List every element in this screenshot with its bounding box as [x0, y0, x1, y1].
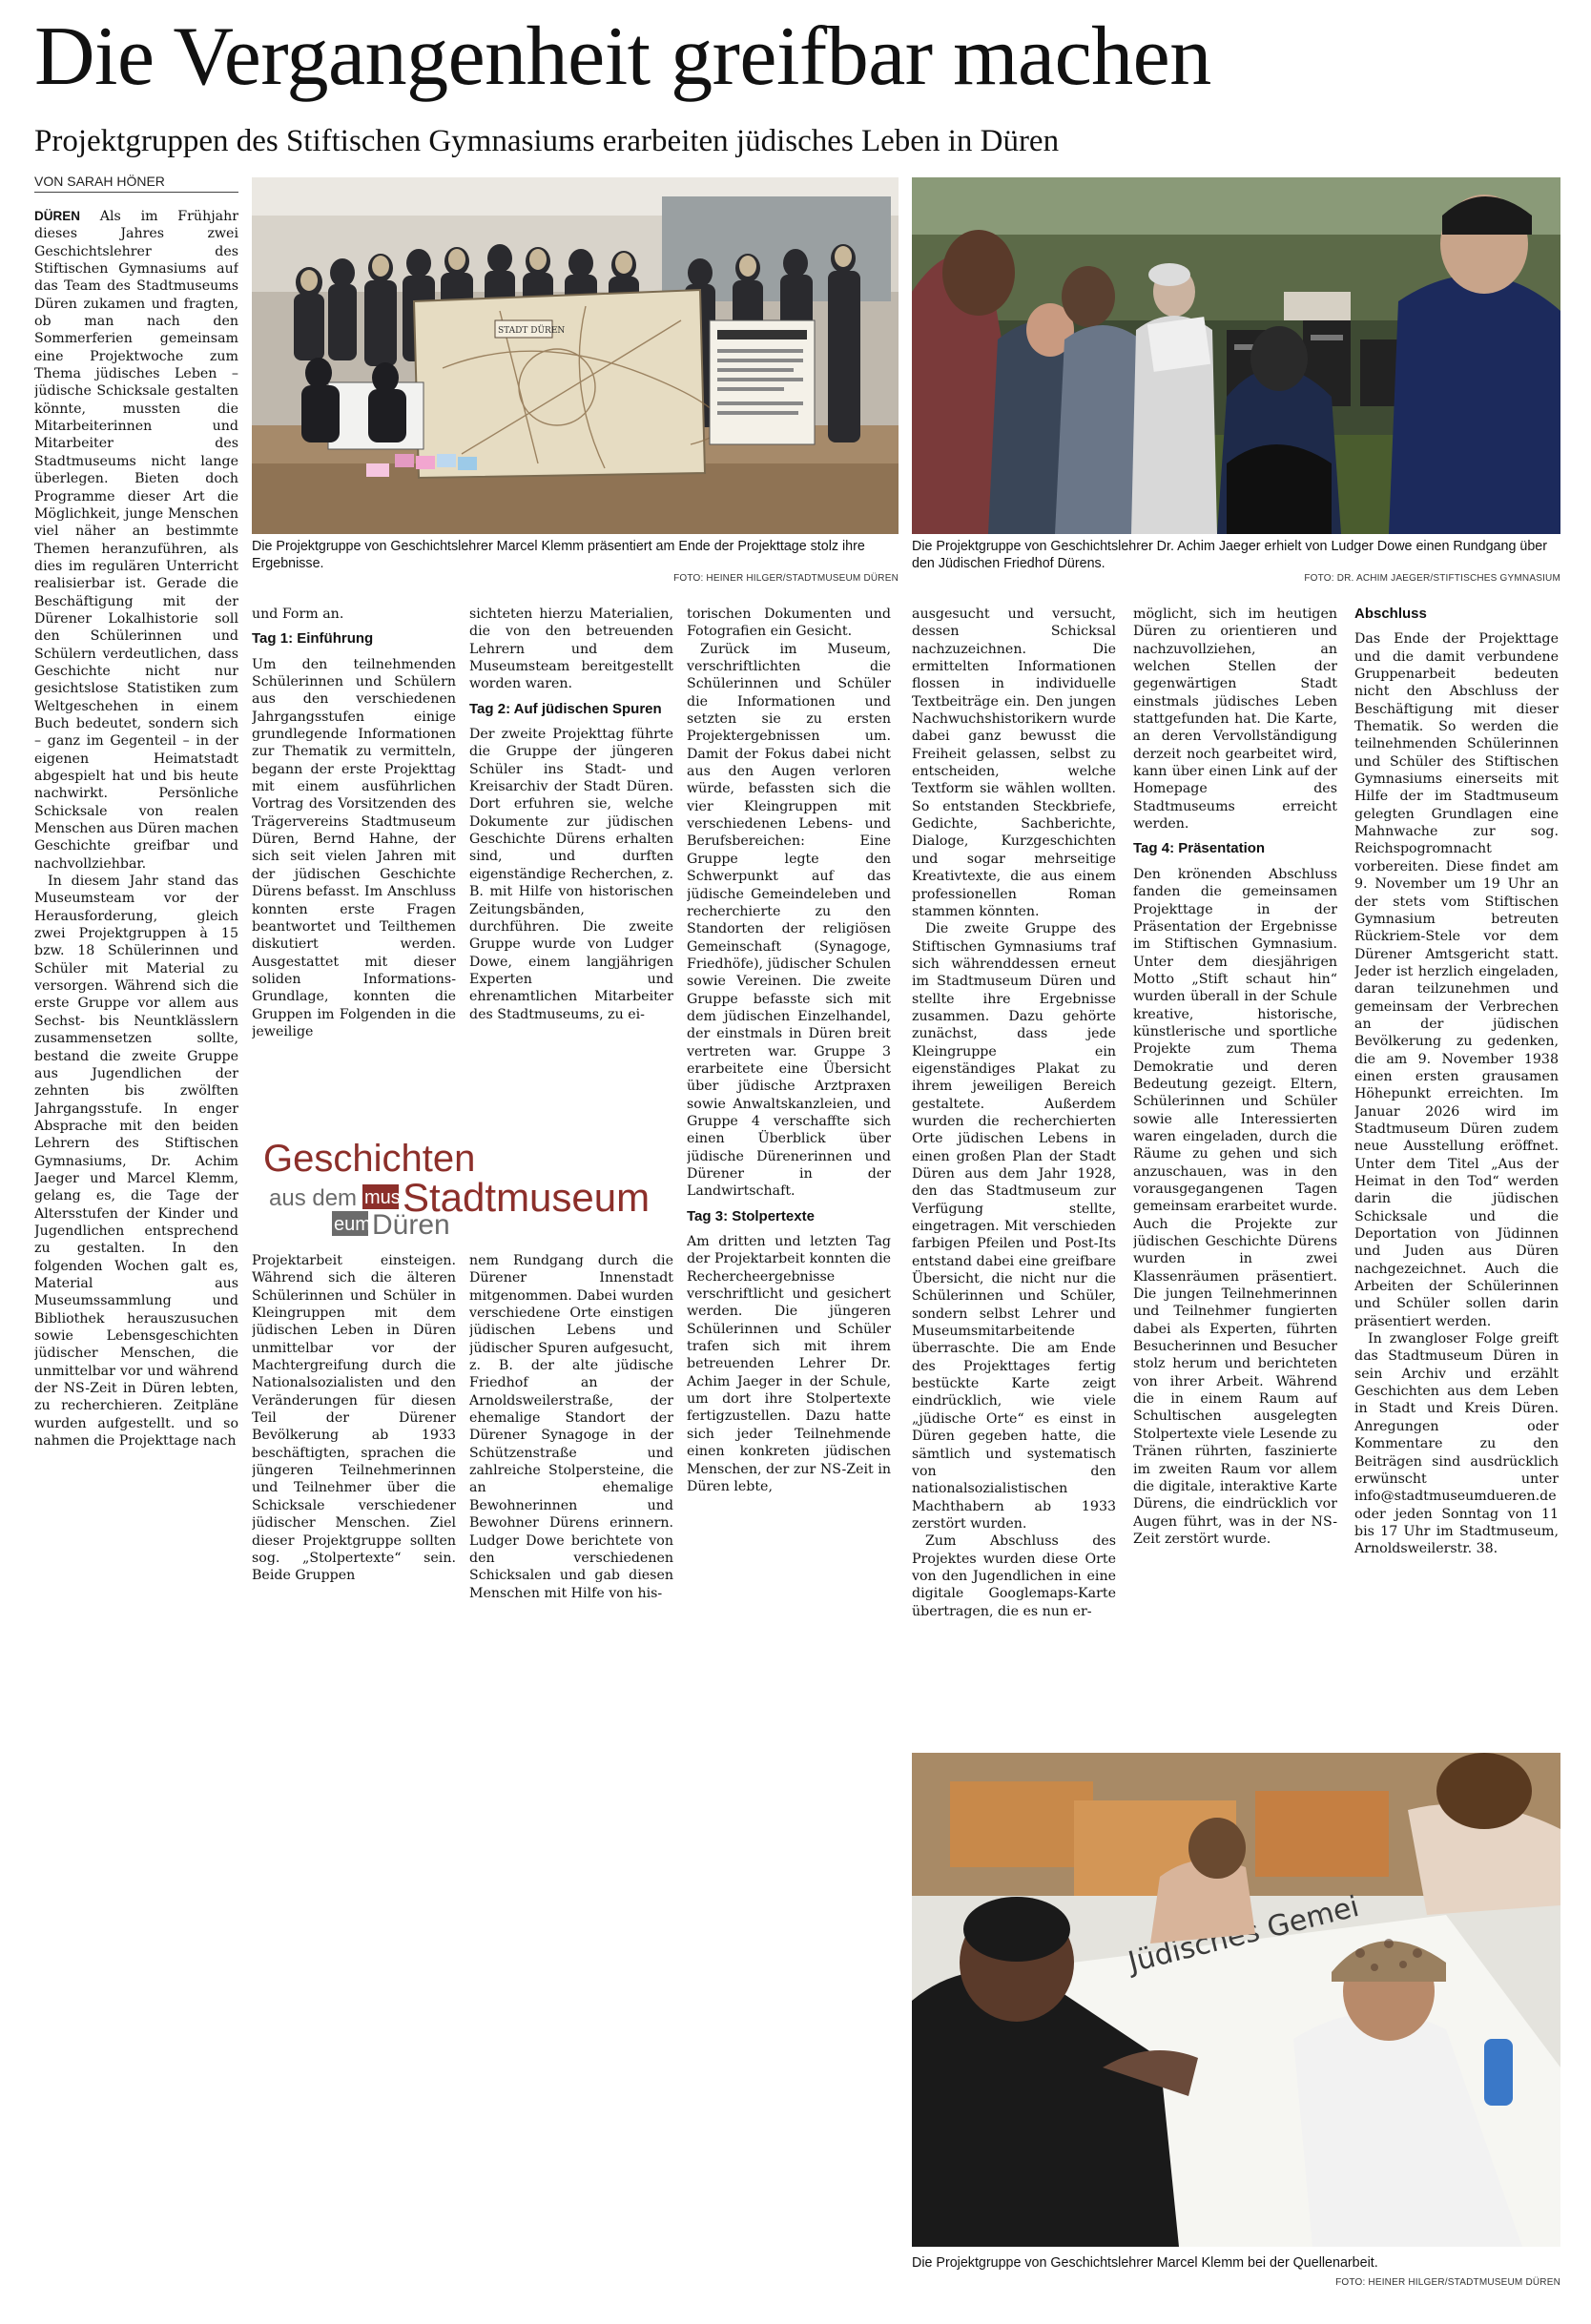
photo-group-presentation — [252, 177, 899, 534]
article-paragraph: In zwangloser Folge greift das Stadtmuseum Düren in sein Archiv und erzählt Geschichten aus dem Leben in Stadt und Kreis Düren. Anregungen oder Kommentare zu den Beiträgen sind ausdrücklich erwünscht unter info@stadtmuseumdueren.de oder jeden Sonntag von 11 bis 17 Uhr im Stadtmuseum, Arnoldsweilerstr. 38. — [1354, 1331, 1559, 1557]
photo-group-presentation-image — [252, 177, 899, 534]
subhead-day-2: Tag 2: Auf jüdischen Spuren — [469, 700, 662, 717]
article-paragraph: Das Ende der Projekttage und die damit verbundene Gruppenarbeit bedeuten nicht den Abschluss der Beschäftigung mit dieser Thematik. So werden die teilnehmenden Schülerinnen und Schüler des Stiftischen Gymnasiums einerseits mit Hilfe der im Stadtmuseum gelegten Grundlagen eine Mahnwache zur sog. Reichspogromnacht vorbereiten. Diese findet am 9. November um 19 Uhr an der stets vom Stiftischen Gymnasium betreuten Rückriem-Stele vor dem Dürener Amtsgericht statt. Jeder ist herzlich eingeladen, daran teilzunehmen und gemeinsam der Verbrechen an der jüdischen Bevölkerung zu gedenken, die am 9. November 1938 einen ersten grausamen Höhepunkt erreichten. Im Januar 2026 wird im Stadtmuseum Düren zudem neue Ausstellung eröffnet. Unter dem Titel „Aus der Heimat in den Tod“ werden darin die jüdischen Schicksale und die Deportation von Jüdinnen und Juden aus Düren nachgezeichnet. Auch die Arbeiten der Schülerinnen und Schüler sollen darin präsentiert werden. — [1354, 631, 1559, 1329]
article-paragraph: Projektarbeit einsteigen. Während sich die älteren Schülerinnen und Schüler in Kleingruppen mit dem jüdischen Leben in Düren unmittelbar vor der Machtergreifung durch die Nationalsozialisten und den Veränderungen für diesen Teil der Dürener Bevölkerung ab 1933 beschäftigten, sprachen die jüngeren Teilnehmerinnen und Teilnehmer über die Schicksale verschiedener jüdischer Menschen. Ziel dieser Projektgruppe sollten sog. „Stolpertexte“ sein. Beide Gruppen — [252, 1253, 456, 1584]
article-paragraph: Zurück im Museum, verschriftlichten die Schülerinnen und Schüler die Informationen und setzten sie zu ersten Projektergebnissen um. Damit der Fokus dabei nicht aus den Augen verloren würde, befassten sich die vier Kleingruppen mit verschiedenen Lebens- und Berufsbereichen: Eine Gruppe legte den Schwerpunkt auf das jüdische Gemeindeleben und recherchierte zu den Standorten der religiösen Gemeinschaft (Synagoge, Friedhöfe), jüdischer Schulen sowie Vereinen. Die zweite Gruppe befasste sich mit dem jüdischen Einzelhandel, der einstmals in Düren breit vertreten war. Gruppe 3 erarbeitete eine Übersicht über jüdische Arztpraxen sowie Anwaltskanzleien, und Gruppe 4 verschaffte sich einen Überblick über jüdische Dürenerinnen und Dürener in der Landwirtschaft. — [687, 641, 891, 1200]
photo-group-presentation-credit: FOTO: HEINER HILGER/STADTMUSEUM DÜREN — [673, 573, 899, 584]
photo-source-work-image — [912, 1753, 1560, 2247]
dateline: DÜREN — [34, 209, 81, 223]
article-column-1 — [34, 208, 238, 1629]
article-column-3-lower — [469, 1252, 673, 1629]
article-paragraph: Um den teilnehmenden Schülerinnen und Schülern aus den verschiedenen Jahrgangsstufen einige grundlegende Informationen zur Thematik zu vermitteln, begann der erste Projekttag mit einem ausführlichen Vortrag des Vorsitzenden des Trägervereins Stadtmuseum Düren, Bernd Hahne, der sich seit vielen Jahren mit der jüdischen Geschichte Dürens befasst. Im Anschluss konnten erste Fragen beantwortet und Teilthemen diskutiert werden. Ausgestattet mit dieser soliden Informations-Grundlage, konnten die Gruppen im Folgenden in die jeweilige — [252, 656, 456, 1039]
logo-line-1: Geschichten — [263, 1138, 476, 1180]
article-paragraph: Die zweite Gruppe des Stiftischen Gymnasiums traf sich währenddessen erneut im Stadtmuseum Düren und stellte ihre Ergebnisse zusammen. Dazu gehörte zunächst, dass jede Kleingruppe ein eigenständiges Plakat zu ihrem jeweiligen Bereich gestaltete. Außerdem wurden die recherchierten Orte jüdischen Lebens in einen großen Plan der Stadt Düren aus dem Jahr 1928, den das Stadtmuseum zur Verfügung stellte, eingetragen. Mit verschieden farbigen Pfeilen und Post-Its entstand dabei eine greifbare Übersicht, die nicht nur die Schülerinnen und Schüler, sondern selbst Lehrer und Museumsmitarbeitende überraschte. Die am Ende des Projekttages fertig bestückte Karte zeigt eindrücklich, wie viele „jüdische Orte“ es einst in Düren gegeben hatte, die sämtlich und systematisch von den nationalsozialistischen Machthabern ab 1933 zerstört wurden. — [912, 921, 1116, 1532]
article-paragraph: Den krönenden Abschluss fanden die gemeinsamen Projekttage in der Präsentation der Ergebnisse im Stiftischen Gymnasium. Unter dem diesjährigen Motto „Stift schaut hin“ wurden überall in der Schule kreative, historische, künstlerische und sportliche Projekte zum Thema Demokratie und deren Bedeutung gezeigt. Eltern, Schülerinnen und Schüler sowie alle Interessierten waren eingeladen, durch die Räume zu gehen und sich anzuschauen, was in den vorausgegangenen Tagen gemeinsam erarbeitet wurde. Auch die Projekte zur jüdischen Geschichte Dürens wurden in zwei Klassenräumen präsentiert. Die jungen Teilnehmerinnen und Teilnehmer fungierten dabei als Experten, führten Besucherinnen und Besucher stolz herum und berichteten von ihrer Arbeit. Während die in einem Raum auf Schultischen ausgelegten Stolpertexte viele Lesende zu Tränen rührten, faszinierte im zweiten Raum vor allem die digitale, interaktive Karte Dürens, die eindrücklich vor Augen führt, was in der NS-Zeit zerstört wurde. — [1133, 866, 1337, 1547]
photo-cemetery-tour-image — [912, 177, 1560, 534]
article-paragraph: sichteten hierzu Materialien, die von den betreuenden Lehrern und dem Museumsteam bereitgestellt worden waren. — [469, 607, 673, 692]
article-column-3 — [469, 606, 673, 1119]
article-paragraph: Zum Abschluss des Projektes wurden diese Orte von den Jugendlichen in eine digitale Googlemaps-Karte übertragen, die es nun er- — [912, 1533, 1116, 1619]
photo-group-presentation-caption: Die Projektgruppe von Geschichtslehrer Marcel Klemm präsentiert am Ende der Projekttage stolz ihre Ergebnisse. — [252, 539, 865, 571]
logo-line-4: Düren — [372, 1209, 450, 1240]
article-paragraph: ausgesucht und versucht, dessen Schicksal nachzuzeichnen. Die ermittelten Informationen flossen in individuelle Textbeiträge ein. Den jungen Nachwuchshistorikern wurde dabei ganz bewusst die Freiheit gelassen, selbst zu entscheiden, welche Textform sie wählen wollten. So entstanden Steckbriefe, Gedichte, Sachberichte, Dialoge, Kurzgeschichten und sogar mehrseitige Kreativtexte, die aus einem professionellen Roman stammen könnten. — [912, 607, 1116, 919]
poster-map-title: STADT DÜREN — [498, 326, 566, 336]
article-column-4 — [687, 606, 891, 1629]
photo-cemetery-tour-caption: Die Projektgruppe von Geschichtslehrer Dr. Achim Jaeger erhielt von Ludger Dowe einen Rundgang über den Jüdischen Friedhof Dürens. — [912, 539, 1547, 571]
subheadline: Projektgruppen des Stiftischen Gymnasiums erarbeiten jüdisches Leben in Düren — [34, 124, 1060, 158]
article-paragraph: Am dritten und letzten Tag der Projektarbeit konnten die Rechercheergebnisse verschriftlicht und gesichert werden. Die jüngeren Schülerinnen und Schüler trafen sich mit ihrem betreuenden Lehrer Dr. Achim Jaeger in der Schule, um dort ihre Stolpertexte fertigzustellen. Dazu hatte sich jeder Teilnehmende einen konkreten jüdischen Menschen, der zur NS-Zeit in Düren lebte, — [687, 1234, 891, 1494]
article-column-2 — [252, 606, 456, 1119]
logo-line-3: Stadtmuseum — [403, 1175, 651, 1220]
article-column-2-lower — [252, 1252, 456, 1629]
article-column-6 — [1133, 606, 1337, 1731]
byline: VON SARAH HÖNER — [34, 174, 238, 193]
stadtmuseum-logo-graphic — [263, 1133, 673, 1240]
logo-mark-bottom: eum — [334, 1214, 371, 1235]
article-paragraph: In diesem Jahr stand das Museumsteam vor der Herausforderung, gleich zwei Projektgruppen à 15 bzw. 18 Schülerinnen und Schüler mit Material zu versorgen. Während sich die erste Gruppe vor allem aus Sechst- bis Neuntklässlern zusammensetzen sollte, bestand die zweite Gruppe aus Jugendlichen der zehnten bis zwölften Jahrgangsstufe. In enger Absprache mit den beiden Lehrern des Stiftischen Gymnasiums, Dr. Achim Jaeger und Marcel Klemm, gelang es, die Tage der Altersstufen der Kinder und Jugendlichen entsprechend zu gestalten. In den folgenden Wochen galt es, Material aus Museumssammlung und Bibliothek herauszusuchen sowie Lebensgeschichten jüdischer Menschen, die unmittelbar vor und während der NS-Zeit in Düren lebten, zu recherchieren. Zeitpläne wurden aufgestellt. und so nahmen die Projekttage nach — [34, 874, 238, 1450]
photo-cemetery-tour-credit: FOTO: DR. ACHIM JAEGER/STIFTISCHES GYMNASIUM — [1304, 573, 1560, 584]
photo-cemetery-tour — [912, 177, 1560, 534]
article-column-5 — [912, 606, 1116, 1731]
subhead-day-4: Tag 4: Präsentation — [1133, 840, 1266, 857]
headline: Die Vergangenheit greifbar machen — [34, 10, 1211, 103]
article-paragraph: und Form an. — [252, 607, 344, 622]
photo-source-work-credit: FOTO: HEINER HILGER/STADTMUSEUM DÜREN — [1335, 2277, 1560, 2288]
logo-mark-top: mus — [364, 1187, 401, 1208]
subhead-conclusion: Abschluss — [1354, 606, 1427, 622]
article-paragraph: Der zweite Projekttag führte die Gruppe der jüngeren Schüler ins Stadt- und Kreisarchiv der Stadt Düren. Dort erfuhren sie, welche Dokumente zur jüdischen Geschichte Dürens erhalten sind, und durften eigenständige Recherchen, z. B. mit Hilfe von historischen Zeitungsbänden, durchführen. Die zweite Gruppe wurde von Ludger Dowe, einem langjährigen Experten und ehrenamtlichen Mitarbeiter des Stadtmuseums, zu ei- — [469, 727, 673, 1022]
article-column-7 — [1354, 606, 1559, 1731]
article-paragraph: möglicht, sich im heutigen Düren zu orientieren und nachzuvollziehen, an welchen Stellen der gegenwärtigen Stadt einstmals jüdisches Leben stattgefunden hat. Die Karte, an deren Vervollständigung derzeit noch gearbeitet wird, kann über einen Link auf der Homepage des Stadtmuseums erreicht werden. — [1133, 607, 1337, 833]
article-lead-text: Als im Frühjahr dieses Jahres zwei Geschichtslehrer des Stiftischen Gymnasiums auf das Team des Stadtmuseums Düren zukamen und fragten, ob man nach den Sommerferien gemeinsam eine Projektwoche zum Thema jüdisches Leben – jüdische Schicksale gestalten könnte, mussten die Mitarbeiterinnen und Mitarbeiter des Stadtmuseums nicht lange überlegen. Bieten doch Programme dieser Art die Möglichkeit, junge Menschen viel näher an bestimmte Themen heranzuführen, als dies im regulären Unterricht realisierbar ist. Gerade die Beschäftigung mit der Dürener Lokalhistorie soll den Schülerinnen und Schülern verdeutlichen, dass Geschichte nicht nur gesichtslose Statistiken zum Weltgeschehen in einem Buch bedeutet, sondern sich – ganz im Gegenteil – in der eigenen Heimatstadt abgespielt hat und bis heute nachwirkt. Persönliche Schicksale von realen Menschen aus Düren machen Geschichte greifbar und nachvollziehbar. — [34, 209, 238, 872]
stadtmuseum-series-logo — [263, 1133, 673, 1240]
photo-source-work — [912, 1753, 1560, 2247]
logo-line-2: aus dem — [269, 1185, 358, 1211]
subhead-day-1: Tag 1: Einführung — [252, 630, 374, 648]
subhead-day-3: Tag 3: Stolpertexte — [687, 1207, 815, 1224]
photo-source-work-caption: Die Projektgruppe von Geschichtslehrer Marcel Klemm bei der Quellenarbeit. — [912, 2255, 1378, 2271]
article-paragraph: nem Rundgang durch die Dürener Innenstadt mitgenommen. Dabei wurden verschiedene Orte einstigen jüdischen Lebens und jüdischer Spuren aufgesucht, z. B. der alte jüdische Friedhof an der Arnoldsweilerstraße, der ehemalige Standort der Dürener Synagoge in der Schützenstraße und zahlreiche Stolpersteine, die an ehemalige Bewohnerinnen und Bewohner Dürens erinnern. Ludger Dowe berichtete von den verschiedenen Schicksalen und gab diesen Menschen mit Hilfe von his- — [469, 1253, 673, 1601]
paper-heading-text: Jüdisches Gemei — [1125, 1889, 1363, 1980]
article-paragraph: torischen Dokumenten und Fotografien ein Gesicht. — [687, 607, 891, 640]
